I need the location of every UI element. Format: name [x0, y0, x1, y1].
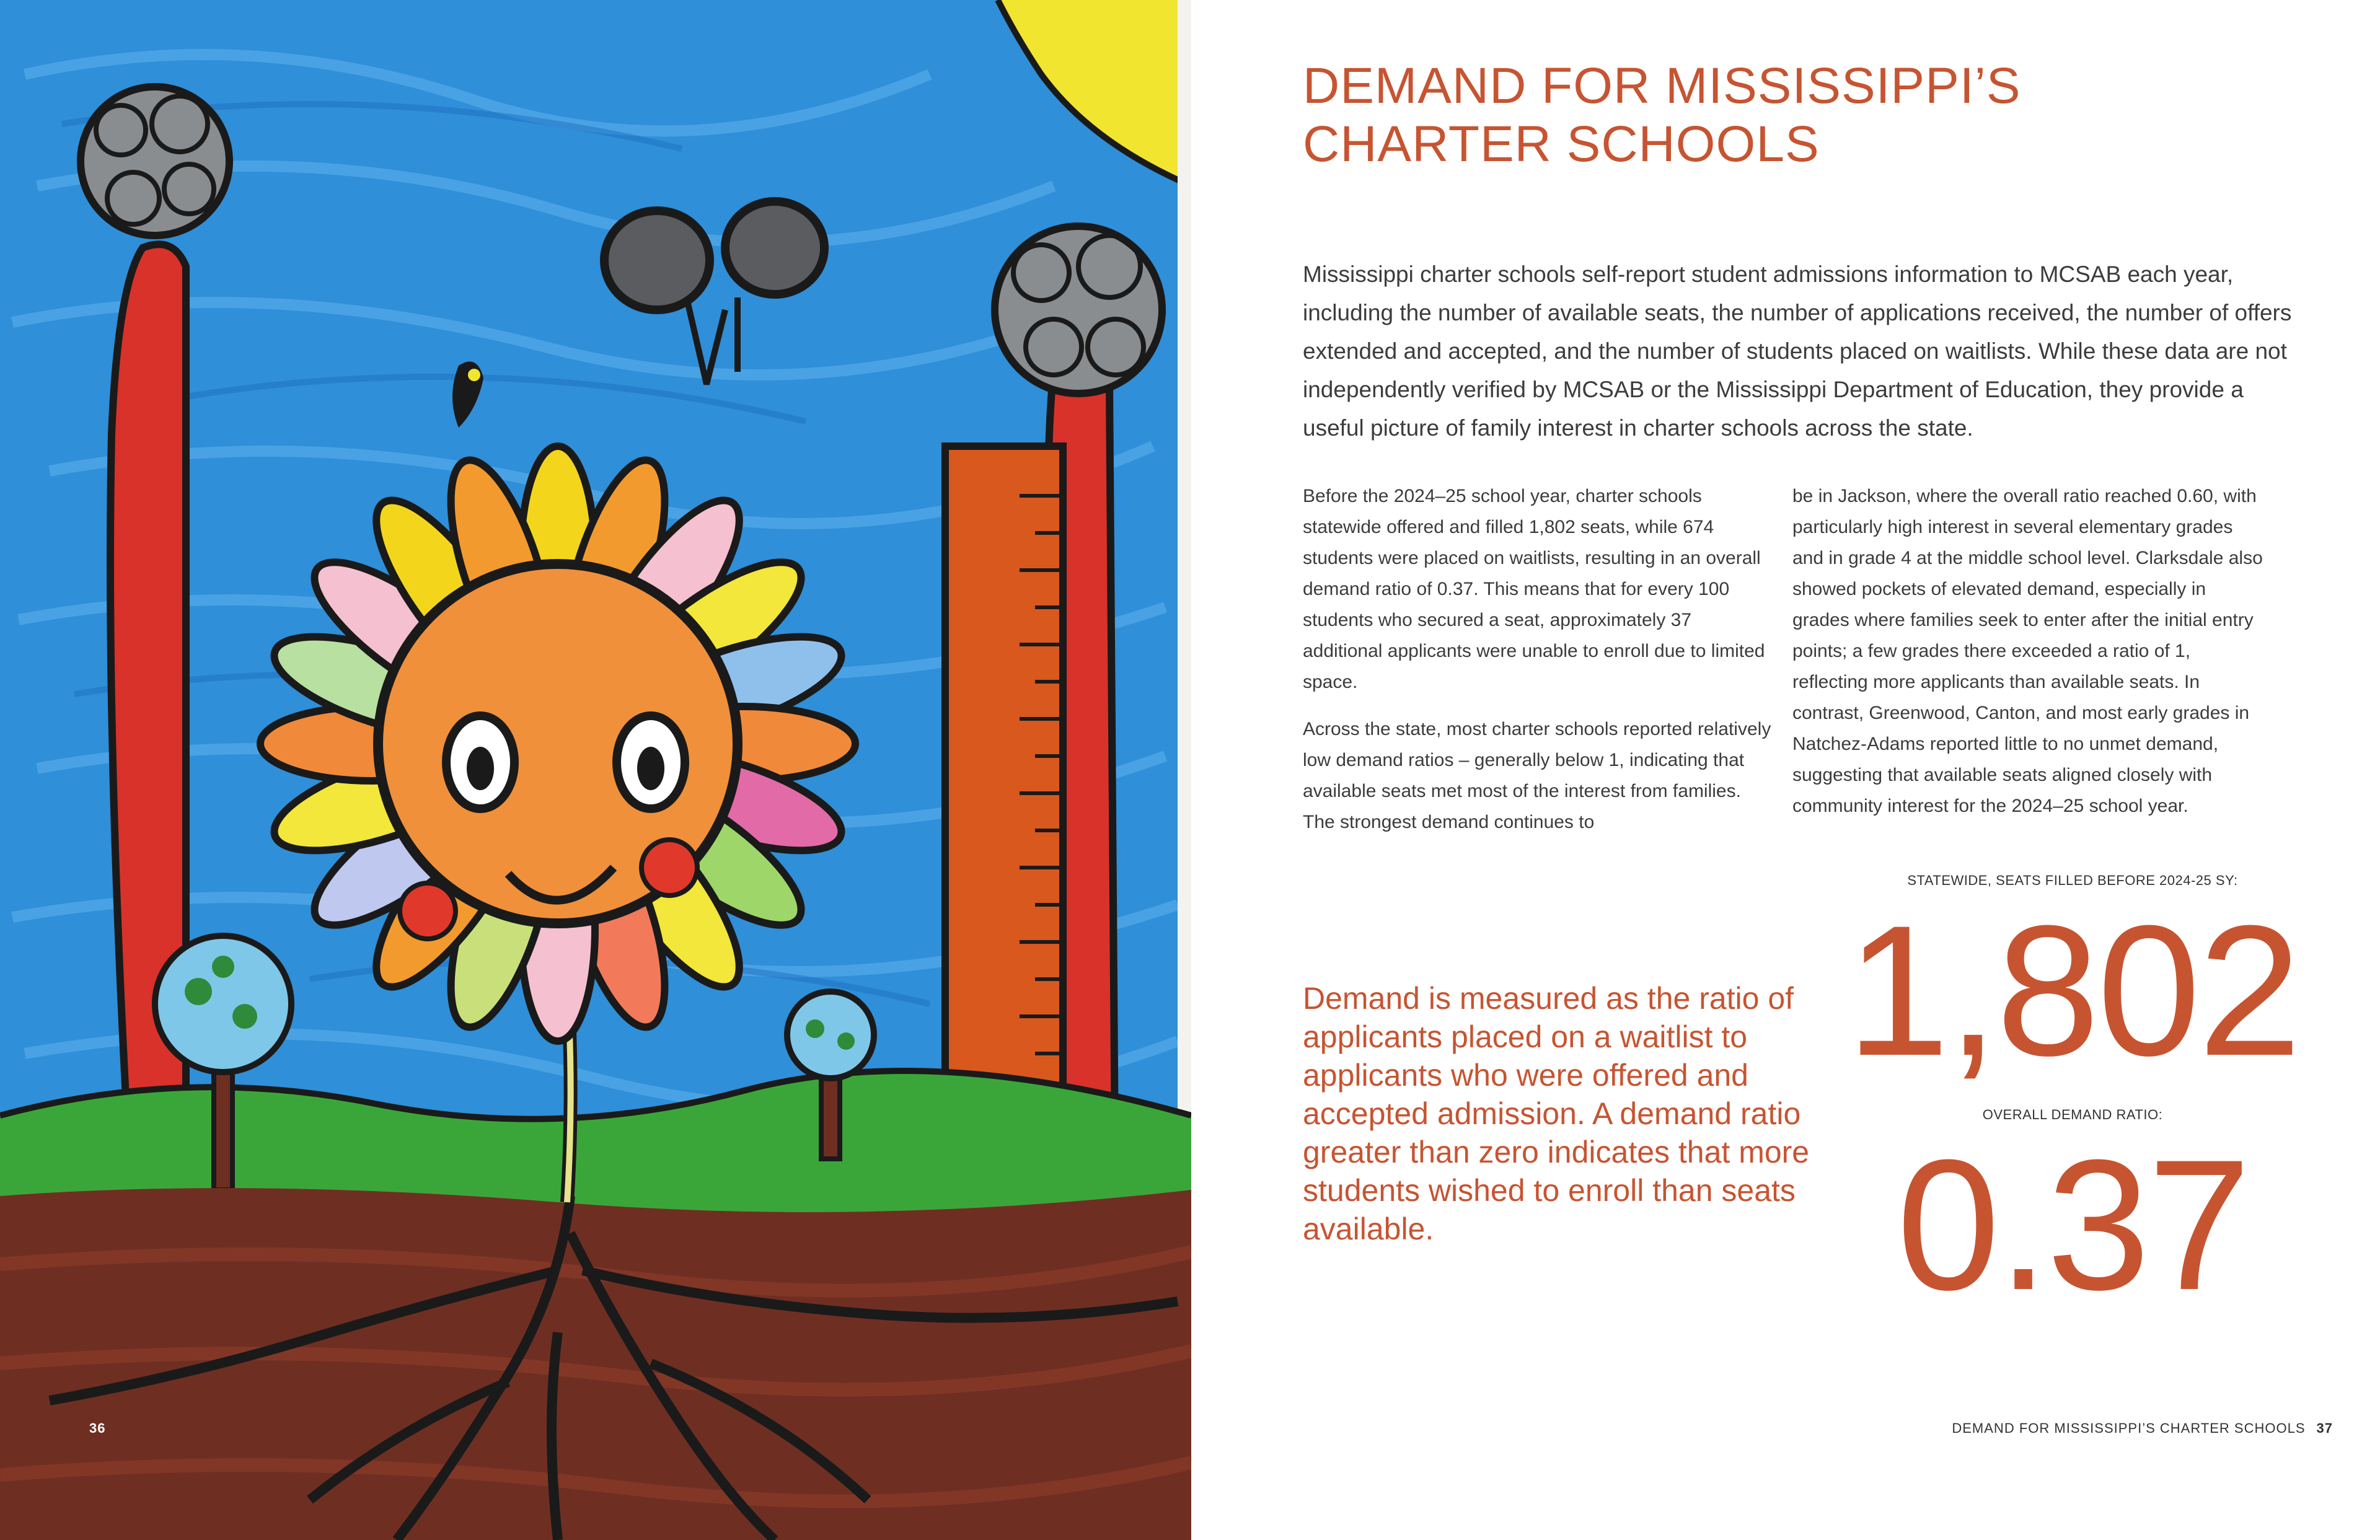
footer-section-title: DEMAND FOR MISSISSIPPI’S CHARTER SCHOOLS	[1952, 1420, 2306, 1436]
stat-seats-label: STATEWIDE, SEATS FILLED BEFORE 2024-25 SY:	[1907, 873, 2238, 888]
stat-seats-value: 1,802	[1846, 886, 2299, 1094]
stat-ratio-value: 0.37	[1897, 1120, 2249, 1329]
intro-paragraph: Mississippi charter schools self-report student admissions information to MCSAB each year, including the number of available seats, the number of applications received, the number of offers extended and accepted, and the number of students placed on waitlists. While these data are not independently verified by MCSAB or the Mississippi Department of Education, they provide a useful picture of family interest in charter schools across the state.	[1303, 262, 2292, 441]
pull-quote: Demand is measured as the ratio of applicants placed on a waitlist to applicants who were offered and accepted admission. A demand ratio greater than zero indicates that more students wished to enroll than seats available.	[1303, 981, 1810, 1246]
page-title	[1303, 57, 2232, 174]
body-paragraph-2: Across the state, most charter schools reported relatively low demand ratios – generally below 1, indicating that available seats met most of the interest from families. The strongest demand continues to	[1303, 719, 1771, 832]
right-page	[1191, 0, 2380, 1540]
body-paragraph-1: Before the 2024–25 school year, charter schools statewide offered and filled 1,802 seats, while 674 students were placed on waitlists, resulting in an overall demand ratio of 0.37. This means that for every 100 students who secured a seat, approximately 37 additional applicants were unable to enroll due to limited space.	[1303, 486, 1765, 692]
page-number-right: 37	[2316, 1420, 2333, 1436]
page-title-line-1: DEMAND FOR MISSISSIPPI’S	[1303, 58, 2021, 114]
page-title-line-2: CHARTER SCHOOLS	[1303, 116, 1820, 172]
body-column-right	[1792, 481, 2263, 822]
body-column-left	[1303, 481, 1774, 838]
stat-ratio-label: OVERALL DEMAND RATIO:	[1982, 1107, 2163, 1122]
body-paragraph-3: be in Jackson, where the overall ratio reached 0.60, with particularly high interest in several elementary grades and in grade 4 at the middle school level. Clarksdale also showed pockets of elevated demand, especially in grades where families seek to enter after the initial entry points; a few grades there exceeded a ratio of 1, reflecting more applicants than available seats. In contrast, Greenwood, Canton, and most early grades in Natchez-Adams reported little to no unmet demand, suggesting that available seats aligned closely with community interest for the 2024–25 school year.	[1792, 486, 2263, 816]
cheek-right	[641, 840, 697, 895]
page-number-left: 36	[89, 1420, 106, 1436]
cheek-left	[400, 883, 456, 939]
running-footer	[1952, 1420, 2333, 1437]
